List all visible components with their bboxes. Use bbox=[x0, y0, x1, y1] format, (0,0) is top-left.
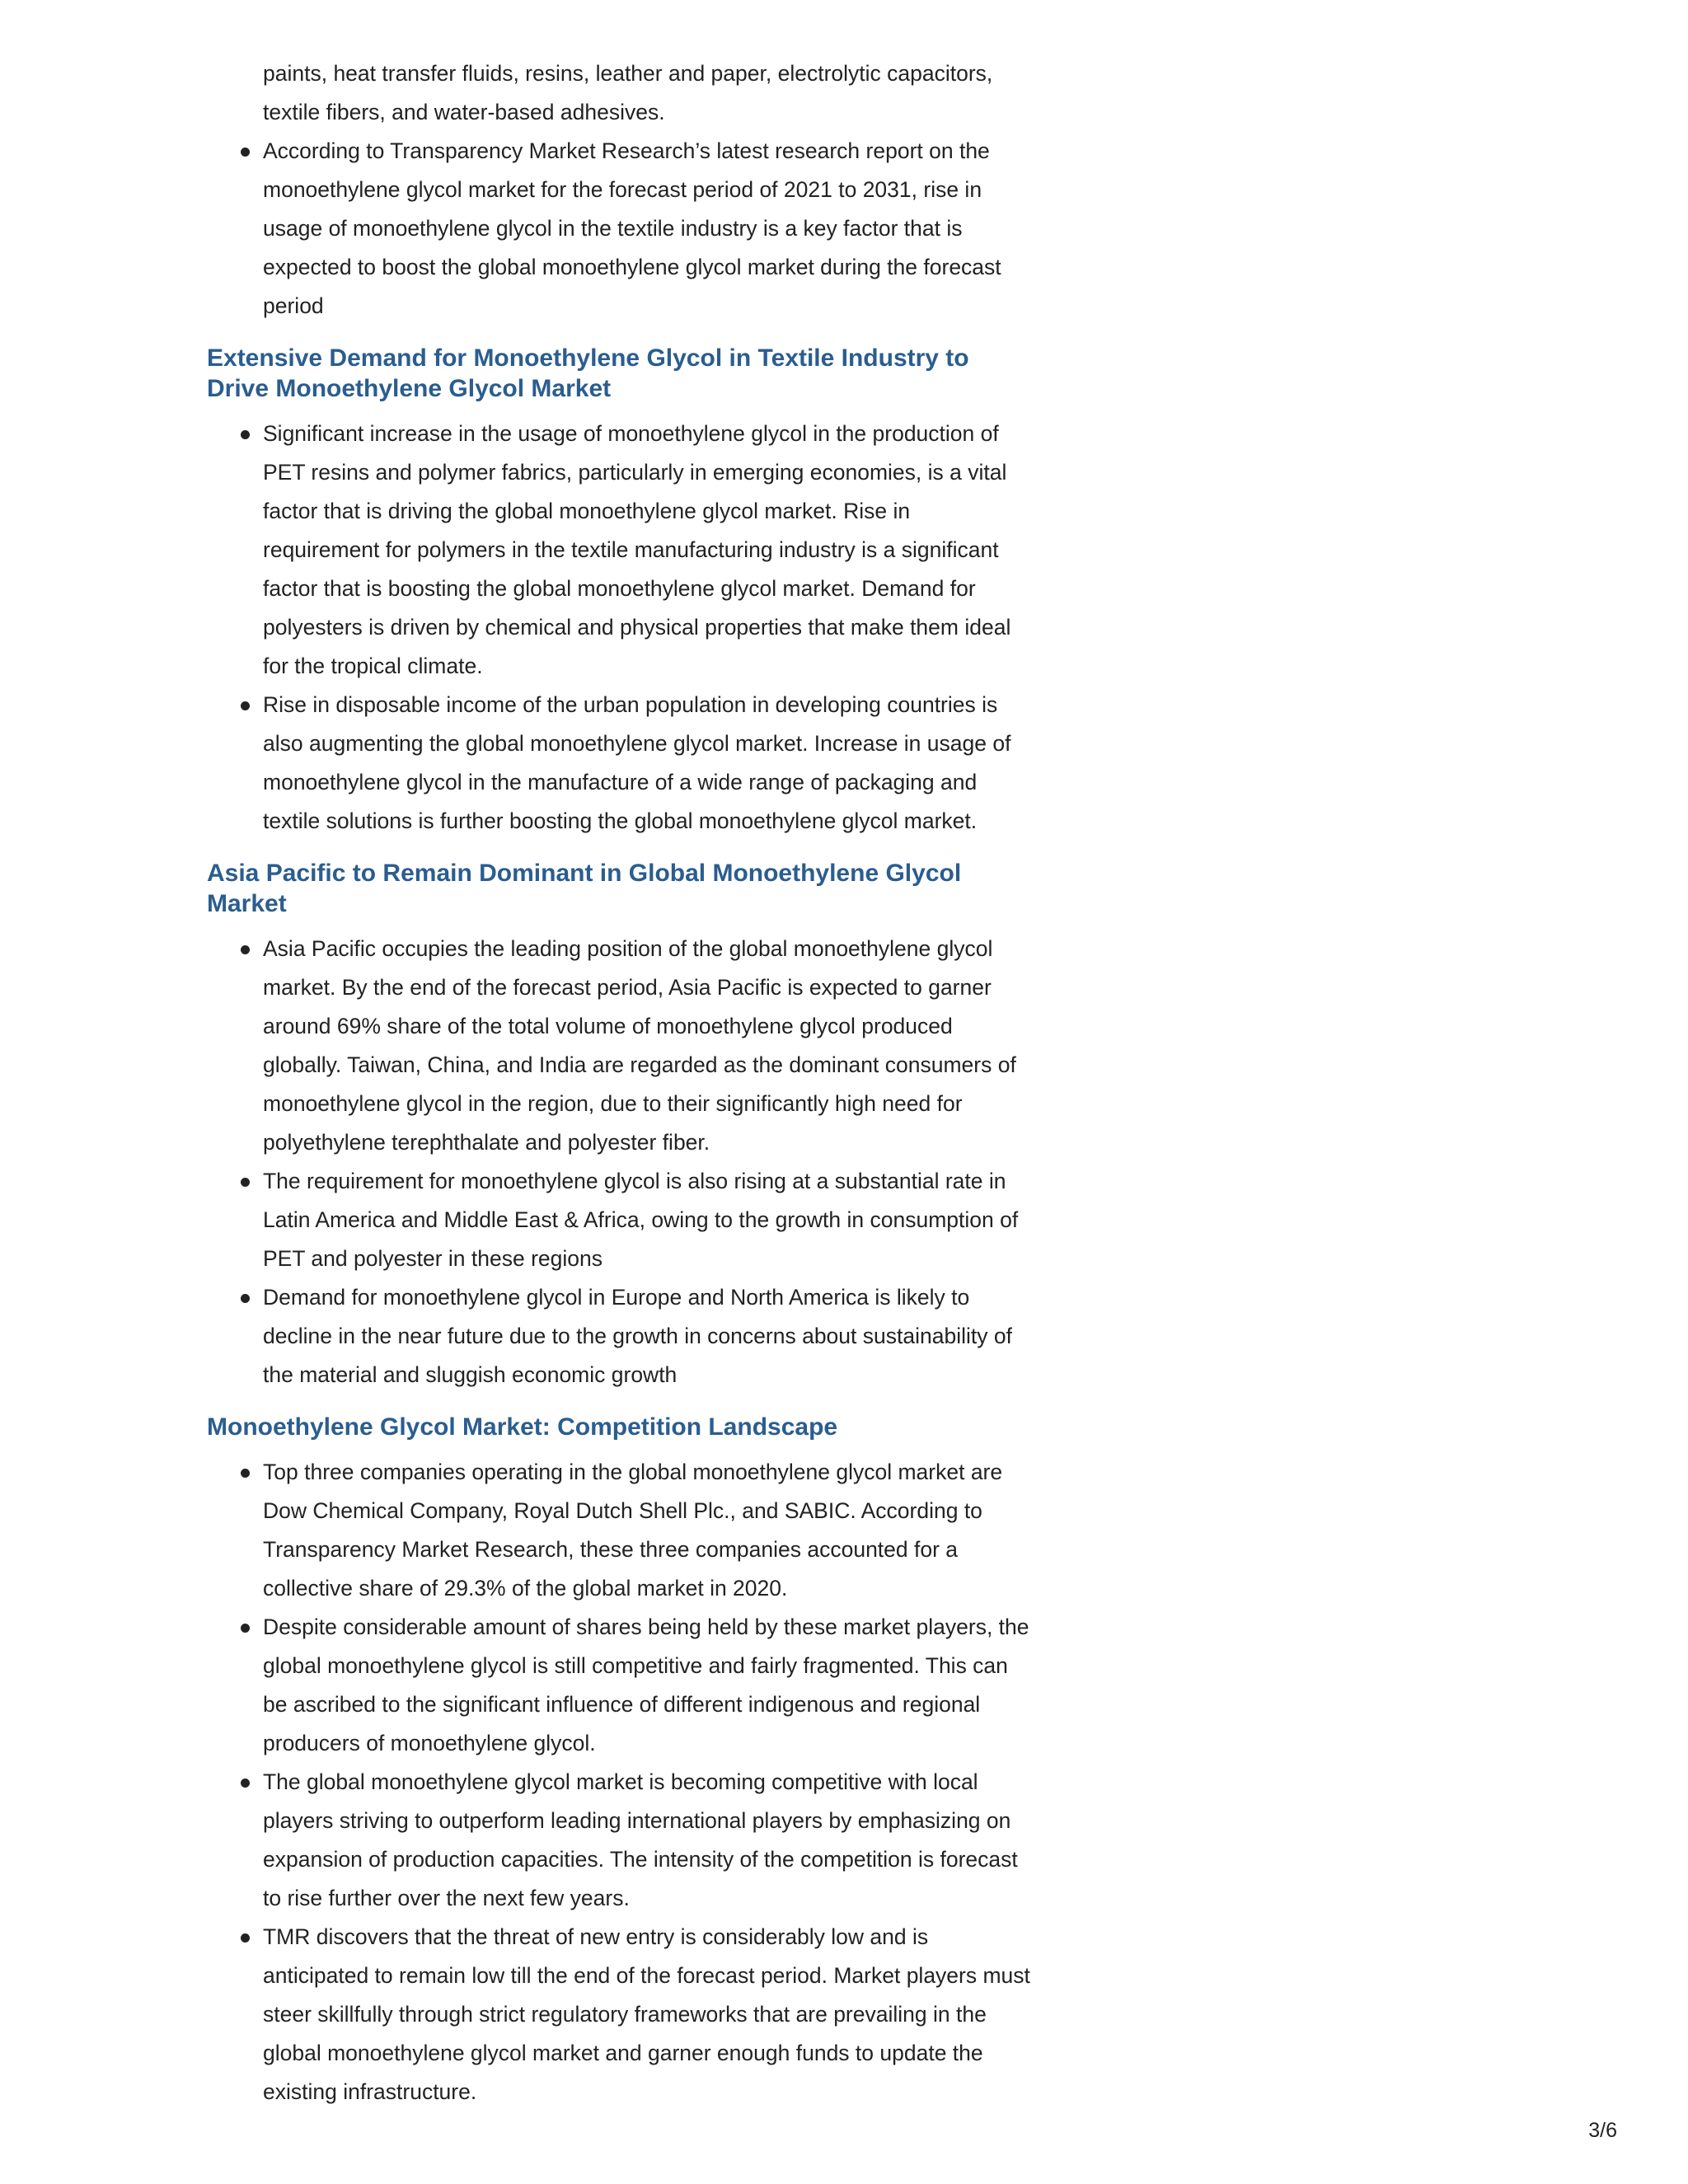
bullet-icon bbox=[241, 1933, 250, 1943]
bullet-text: Top three companies operating in the global monoethylene glycol market are Dow Chemical Company, Royal Dutch Shell Plc., and SABIC. According to Transparency Market Research, these three companies accounted for a collective share of 29.3% of the global market in 2020. bbox=[263, 1460, 1003, 1601]
bullet-text: Significant increase in the usage of monoethylene glycol in the production of PET resins and polymer fabrics, particularly in emerging economies, is a vital factor that is driving the global monoethylene glycol market. Rise in requirement for polymers in the textile manufacturing industry is a significant factor that is boosting the global monoethylene glycol market. Demand for polyesters is driven by chemical and physical properties that make them ideal for the tropical climate. bbox=[263, 421, 1011, 678]
bullet-text: According to Transparency Market Research’s latest research report on the monoethylene glycol market for the forecast period of 2021 to 2031, rise in usage of monoethylene glycol in the textile industry is a key factor that is expected to boost the global monoethylene glycol market during the forecast period bbox=[263, 138, 1001, 318]
bullet-text: Despite considerable amount of shares being held by these market players, the global monoethylene glycol is still competitive and fairly fragmented. This can be ascribed to the significant influence of different indigenous and regional producers of monoethylene glycol. bbox=[263, 1615, 1029, 1755]
bullet-icon bbox=[241, 1469, 250, 1478]
bullet-item bbox=[207, 415, 1031, 686]
bullet-item bbox=[207, 1278, 1031, 1394]
bullet-icon bbox=[241, 148, 250, 157]
bullet-text: The requirement for monoethylene glycol is also rising at a substantial rate in Latin America and Middle East & Africa, owing to the growth in consumption of PET and polyester in these regions bbox=[263, 1169, 1019, 1271]
bullet-item bbox=[207, 1453, 1031, 1608]
bullet-icon bbox=[241, 1178, 250, 1187]
section-heading-asia-pacific: Asia Pacific to Remain Dominant in Global Monoethylene Glycol Market bbox=[207, 860, 962, 917]
bullet-icon bbox=[241, 1624, 250, 1633]
bullet-text: Rise in disposable income of the urban population in developing countries is also augmenting the global monoethylene glycol market. Increase in usage of monoethylene glycol in the manufacture of a wide range of packaging and textile solutions is further boosting the global monoethylene glycol market. bbox=[263, 692, 1011, 833]
intro-continuation-text: paints, heat transfer fluids, resins, leather and paper, electrolytic capacitors, textile fibers, and water-based adhesives. bbox=[263, 61, 993, 124]
bullet-text: Demand for monoethylene glycol in Europe and North America is likely to decline in the near future due to the growth in concerns about sustainability of the material and sluggish economic growth bbox=[263, 1285, 1012, 1387]
bullet-icon bbox=[241, 430, 250, 439]
bullet-item bbox=[207, 686, 1031, 841]
bullet-icon bbox=[241, 1294, 250, 1303]
bullet-item bbox=[207, 930, 1031, 1162]
bullet-icon bbox=[241, 945, 250, 954]
section-heading-competition-landscape: Monoethylene Glycol Market: Competition Landscape bbox=[207, 1413, 838, 1441]
bullet-text: Asia Pacific occupies the leading position of the global monoethylene glycol market. By the end of the forecast period, Asia Pacific is expected to garner around 69% share of the total volume of monoethylene glycol produced globally. Taiwan, China, and India are regarded as the dominant consumers of monoethylene glycol in the region, due to their significantly high need for polyethylene terephthalate and polyester fiber. bbox=[263, 936, 1016, 1155]
bullet-icon bbox=[241, 701, 250, 710]
competition-bullet-list bbox=[207, 1453, 1031, 2111]
bullet-item bbox=[207, 132, 1031, 326]
bullet-item bbox=[207, 1763, 1031, 1918]
intro-bullet-list bbox=[207, 132, 1031, 326]
page-number: 3/6 bbox=[1588, 2119, 1617, 2142]
textile-demand-bullet-list bbox=[207, 415, 1031, 841]
bullet-text: TMR discovers that the threat of new entry is considerably low and is anticipated to remain low till the end of the forecast period. Market players must steer skillfully through strict regulatory frameworks that are prevailing in the global monoethylene glycol market and garner enough funds to update the existing infrastructure. bbox=[263, 1924, 1030, 2104]
section-heading-textile-demand: Extensive Demand for Monoethylene Glycol in Textile Industry to Drive Monoethylene Glycol Market bbox=[207, 344, 969, 402]
bullet-icon bbox=[241, 1779, 250, 1788]
asia-pacific-bullet-list bbox=[207, 930, 1031, 1394]
bullet-item bbox=[207, 1608, 1031, 1763]
bullet-item bbox=[207, 1918, 1031, 2111]
document-content bbox=[207, 54, 1031, 2111]
bullet-item bbox=[207, 1162, 1031, 1278]
bullet-text: The global monoethylene glycol market is becoming competitive with local players striving to outperform leading international players by emphasizing on expansion of production capacities. The intensity of the competition is forecast to rise further over the next few years. bbox=[263, 1769, 1018, 1910]
